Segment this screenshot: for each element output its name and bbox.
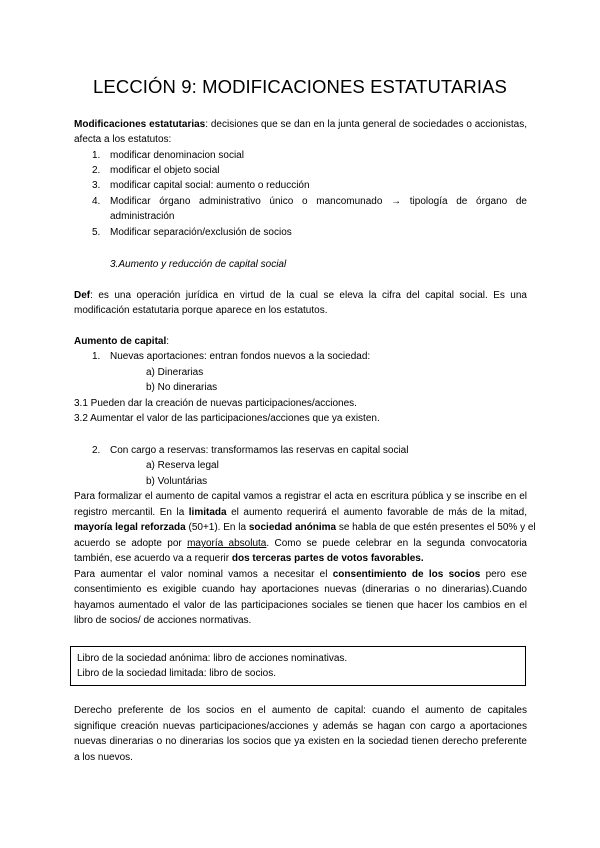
paragraph-line: libro de socios/ de acciones normativas. (74, 615, 252, 626)
list-number: 1. (92, 351, 101, 362)
list-number: 5. (92, 227, 101, 238)
list-item-continuation: administración (110, 211, 175, 222)
intro-term: Modificaciones estatutarias (74, 119, 206, 130)
text-run-bold: dos terceras partes de votos favorables. (231, 553, 424, 564)
paragraph-line: hayamos aumentado el valor de las participaciones sociales se tienen que hacer los cambios en el (74, 600, 527, 611)
text-run: también, ese acuerdo va a requerir (74, 553, 232, 564)
paragraph-line: Derecho preferente de los socios en el aumento de capital: cuando el aumento de capitales (74, 705, 527, 716)
paragraph-line: nuevas dinerarias o no dinerarias los socios que ya existen en la sociedad tienen derecho preferente (74, 736, 527, 747)
paragraph-line (74, 507, 527, 519)
aumento-heading-text: Aumento de capital (74, 336, 167, 347)
intro-line-2: afecta a los estatutos: (74, 134, 172, 145)
list-number: 2. (92, 165, 101, 176)
text-run: . Como se puede celebrar en la segunda convocatoria (266, 538, 527, 549)
text-run-underlined: mayoría absoluta (187, 538, 267, 549)
list-number: 3. (92, 180, 101, 191)
list-item: modificar denominacion social (110, 150, 244, 161)
paragraph-line (74, 569, 527, 581)
text-run: Para aumentar el valor nominal vamos a necesitar el (74, 569, 333, 580)
text-run: (50+1). En la (185, 522, 249, 533)
text-run-bold: sociedad anónima (248, 522, 337, 533)
list-item: Modificar separación/exclusión de socios (110, 227, 292, 238)
intro-line-1-text: : decisiones que se dan en la junta general de sociedades o accionistas, (205, 119, 527, 130)
def-line-1-text: : es una operación jurídica en virtud de la cual se eleva la cifra del capital social. Es una (90, 290, 527, 301)
list-number: 4. (92, 196, 101, 207)
text-run-bold: consentimiento de los socios (332, 569, 481, 580)
def-line-2: modificación estatutaria porque aparece en los estatutos. (74, 305, 328, 316)
paragraph-line: a los nuevos. (74, 752, 133, 763)
list-item: Modificar órgano administrativo único o mancomunado → tipología de órgano de (110, 196, 527, 207)
page-title: LECCIÓN 9: MODIFICACIONES ESTATUTARIAS (93, 76, 507, 97)
def-line-1 (74, 290, 527, 302)
paragraph-3-1: 3.1 Pueden dar la creación de nuevas participaciones/acciones. (74, 398, 357, 409)
list-number: 1. (92, 150, 101, 161)
sub-item: b) No dinerarias (146, 382, 218, 393)
sub-item: a) Dinerarias (146, 367, 204, 378)
paragraph-line: signifique creación nuevas participaciones/acciones y además se hagan con cargo a aportaciones (74, 721, 527, 732)
paragraph-line: Para formalizar el aumento de capital vamos a registrar el acta en escritura pública y se inscribe en el (74, 491, 527, 502)
def-term: Def (74, 290, 91, 301)
paragraph-3-2: 3.2 Aumentar el valor de las participaciones/acciones que ya existen. (74, 413, 380, 424)
note-box (70, 646, 526, 686)
paragraph-line (74, 553, 527, 565)
aumento-heading (74, 336, 527, 348)
paragraph-line (74, 522, 536, 534)
list-item: modificar capital social: aumento o reducción (110, 180, 310, 191)
text-run: se habla de que estén presentes el 50% y el (336, 522, 536, 533)
paragraph-line: consentimiento es exigible cuando hay aportaciones nuevas (dinerarias o no dinerarias).Cuando (74, 584, 527, 595)
intro-line-1 (74, 119, 527, 131)
sub-item: b) Voluntárias (146, 476, 208, 487)
list-number: 2. (92, 445, 101, 456)
text-run: pero ese (480, 569, 527, 580)
aumento-heading-colon: : (166, 336, 170, 347)
note-box-line: Libro de la sociedad limitada: libro de socios. (77, 668, 276, 679)
text-run-bold: mayoría legal reforzada (74, 522, 186, 533)
list-item: modificar el objeto social (110, 165, 220, 176)
note-box-line: Libro de la sociedad anónima: libro de acciones nominativas. (77, 653, 348, 664)
sub-item: a) Reserva legal (146, 460, 219, 471)
list-item: Nuevas aportaciones: entran fondos nuevos a la sociedad: (110, 351, 371, 362)
section-subheading: 3.Aumento y reducción de capital social (110, 259, 287, 270)
list-item: Con cargo a reservas: transformamos las reservas en capital social (110, 445, 409, 456)
text-run: el aumento requerirá el aumento favorable de más de la mitad, (226, 507, 527, 518)
text-run: registro mercantil. En la (74, 507, 189, 518)
paragraph-line (74, 538, 527, 550)
text-run: acuerdo se adopte por (74, 538, 188, 549)
text-run-bold: limitada (188, 507, 227, 518)
